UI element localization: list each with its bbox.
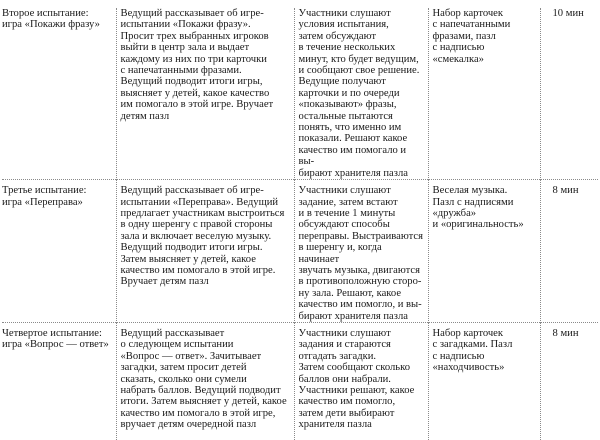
host-actions-cell: Ведущий рассказывает о следующем испытании «Вопрос — ответ». Зачитывает загадки, затем просит детей сказать, сколько они сумели набрать баллов. Ведущий подводит итоги. Затем выясняет у детей, какое качество им помогало в этой игре, вручает детям очередной пазл [116, 322, 294, 440]
participant-actions-cell: Участники слушают задание, затем встают и в течение 1 минуты обсуждают способы переправы. Выстраиваются в шеренгу и, когда начинает звучать музыка, двигаются в противоположную сторо- ну зала. Решают, какое качество им помогло, и вы- бирают хранителя пазла [294, 180, 428, 323]
duration-cell: 8 мин [540, 322, 598, 440]
materials-cell: Набор карточек с загадками. Пазл с надписью «находчивость» [428, 322, 540, 440]
game-schedule-table [2, 8, 598, 440]
stage-cell: Третье испытание: игра «Переправа» [2, 180, 116, 323]
materials-cell: Веселая музыка. Пазл с надписями «дружба» и «оригинальность» [428, 180, 540, 323]
host-actions-cell: Ведущий рассказывает об игре- испытании «Переправа». Ведущий предлагает участникам выстроиться в одну шеренгу с правой стороны зала и включает веселую музыку. Ведущий подводит итоги игры. Затем выясняет у детей, какое качество им помогало в этой игре. Вручает детям пазл [116, 180, 294, 323]
table-row [2, 8, 598, 180]
duration-cell: 10 мин [540, 8, 598, 180]
table-row [2, 322, 598, 440]
host-actions-cell: Ведущий рассказывает об игре- испытании «Покажи фразу». Просит трех выбранных игроков выйти в центр зала и выдает каждому из них по три карточки с напечатанными фразами. Ведущий подводит итоги игры, выясняет у детей, какое качество им помогало в этой игре. Вручает детям пазл [116, 8, 294, 180]
participant-actions-cell: Участники слушают задания и стараются отгадать загадки. Затем сообщают сколько баллов они набрали. Участники решают, какое качество им помогло, затем дети выбирают хранителя пазла [294, 322, 428, 440]
materials-cell: Набор карточек с напечатанными фразами, пазл с надписью «смекалка» [428, 8, 540, 180]
duration-cell: 8 мин [540, 180, 598, 323]
table-row [2, 180, 598, 323]
stage-cell: Второе испытание: игра «Покажи фразу» [2, 8, 100, 31]
stage-cell: Четвертое испытание: игра «Вопрос — ответ» [2, 322, 116, 440]
participant-actions-cell: Участники слушают условия испытания, затем обсуждают в течение нескольких минут, кто будет ведущим, и сообщают свое решение. Ведущие получают карточки и по очереди «показывают» фразы, остальные пытаются понять, что именно им показали. Решают какое качество им помогало и вы- бирают хранителя пазла [294, 8, 428, 180]
